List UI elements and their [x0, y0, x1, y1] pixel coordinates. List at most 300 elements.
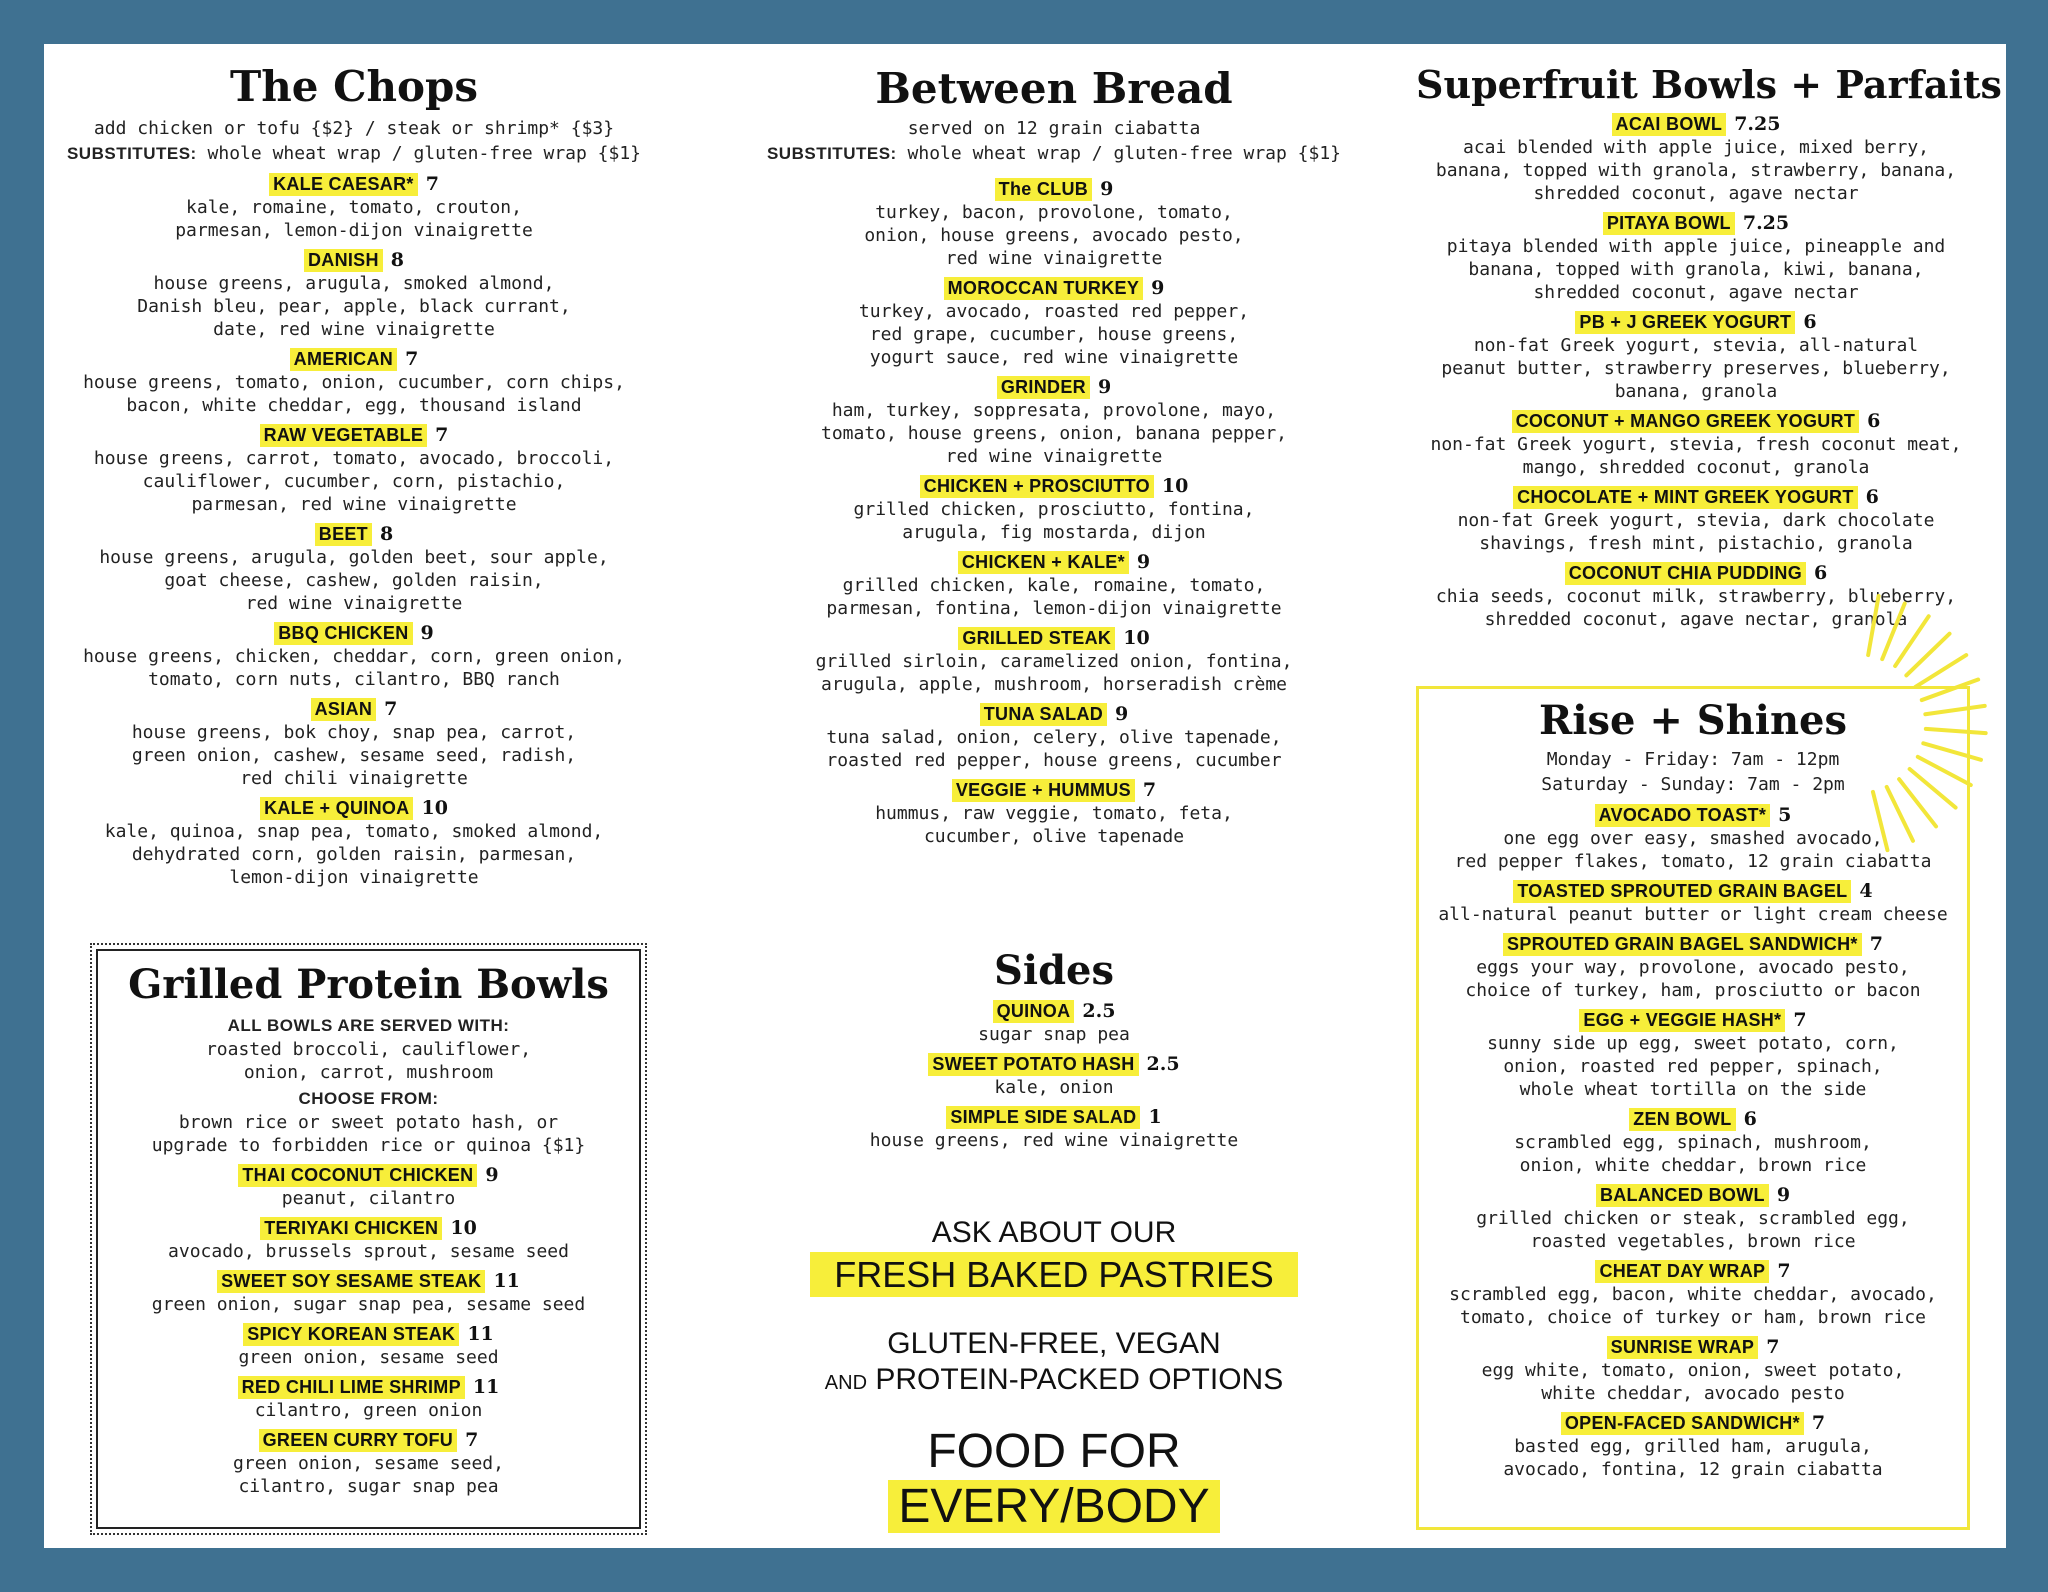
menu-item-description [98, 1293, 639, 1316]
grilled-choose-lines [98, 1111, 639, 1157]
rise-title: Rise + Shines [1539, 697, 1847, 744]
description-line: roasted vegetables, brown rice [1530, 1231, 1856, 1252]
menu-item-description [1419, 1359, 1967, 1405]
promo-options [804, 1326, 1304, 1401]
promo-ask-text: ASK ABOUT OUR [931, 1216, 1177, 1249]
menu-item-description [1416, 334, 1976, 403]
bread-title: Between Bread [875, 64, 1233, 113]
menu-item-price: 9 [1115, 703, 1129, 726]
chops-substitutes [64, 141, 644, 166]
bread-section [744, 66, 1364, 848]
menu-item-price: 10 [421, 797, 448, 820]
grilled-title: Grilled Protein Bowls [128, 961, 609, 1008]
menu-item-header [98, 1270, 639, 1293]
menu-item-price: 7 [405, 348, 419, 371]
menu-item-header [64, 622, 644, 645]
description-line: parmesan, lemon-dijon vinaigrette [175, 220, 533, 242]
description-line: parmesan, fontina, lemon-dijon vinaigrette [826, 598, 1282, 620]
promo-pastries: FRESH BAKED PASTRIES [810, 1252, 1297, 1297]
menu-item [1419, 1260, 1967, 1329]
menu-item-description [1419, 1207, 1967, 1253]
description-line: peanut butter, strawberry preserves, blueberry, [1441, 357, 1951, 379]
grilled-choose-label: CHOOSE FROM: [298, 1089, 439, 1108]
description-line: acai blended with apple juice, mixed berry, [1463, 136, 1929, 158]
description-line: date, red wine vinaigrette [213, 319, 495, 341]
menu-item-header [1419, 1412, 1967, 1435]
menu-item-header [64, 523, 644, 546]
menu-item-price: 8 [390, 249, 405, 272]
menu-item [64, 797, 644, 889]
chops-substitutes-text: whole wheat wrap / gluten-free wrap {$1} [207, 143, 642, 165]
description-line: green onion, cashew, sesame seed, radish, [131, 745, 577, 767]
menu-item-description [1416, 509, 1976, 555]
menu-item-name: PITAYA BOWL [1603, 212, 1735, 235]
menu-item [1416, 410, 1976, 479]
description-line: grilled sirloin, caramelized onion, fontina, [815, 651, 1293, 673]
menu-item-price: 7 [465, 1429, 479, 1451]
menu-item-price: 9 [485, 1164, 499, 1186]
chops-section [64, 64, 644, 889]
menu-item-price: 7 [1869, 933, 1883, 955]
menu-item [744, 779, 1364, 848]
menu-item-description [1419, 1283, 1967, 1329]
description-line: avocado, brussels sprout, sesame seed [168, 1241, 569, 1262]
menu-item [1416, 311, 1976, 403]
rise-hours-weekday: Monday - Friday: 7am - 12pm [1546, 749, 1840, 770]
description-line: tuna salad, onion, celery, olive tapenade, [826, 727, 1282, 749]
description-line: Danish bleu, pear, apple, black currant, [137, 296, 571, 318]
menu-item-header [744, 779, 1364, 802]
menu-item [64, 622, 644, 691]
menu-item-name: PB + J GREEK YOGURT [1575, 311, 1795, 334]
menu-item-header [64, 797, 644, 820]
menu-item-description [64, 272, 644, 341]
menu-item-description [1419, 1435, 1967, 1481]
menu-item-header [64, 173, 644, 196]
menu-item [98, 1270, 639, 1316]
menu-item-header [1416, 113, 1976, 136]
menu-item [64, 698, 644, 790]
menu-item [744, 1106, 1364, 1152]
description-line: grilled chicken, kale, romaine, tomato, [842, 575, 1266, 597]
menu-item-description [64, 371, 644, 417]
menu-item-description [98, 1452, 639, 1498]
bread-substitutes-text: whole wheat wrap / gluten-free wrap {$1} [907, 143, 1342, 165]
description-line: arugula, fig mostarda, dijon [902, 522, 1206, 544]
description-line: onion, carrot, mushroom [243, 1062, 494, 1083]
description-line: shavings, fresh mint, pistachio, granola [1479, 532, 1913, 554]
menu-item-price: 10 [1161, 475, 1189, 498]
menu-item-header [744, 551, 1364, 574]
menu-item-name: SPICY KOREAN STEAK [243, 1323, 459, 1346]
menu-item [1416, 486, 1976, 555]
description-line: tomato, house greens, onion, banana pepper, [821, 423, 1287, 445]
description-line: onion, house greens, avocado pesto, [864, 225, 1244, 247]
menu-item-name: ZEN BOWL [1629, 1108, 1735, 1131]
menu-item-description [744, 498, 1364, 544]
menu-item-name: EGG + VEGGIE HASH* [1579, 1009, 1785, 1032]
menu-item-header [98, 1376, 639, 1399]
menu-item-price: 11 [467, 1323, 494, 1345]
menu-item [1419, 933, 1967, 1002]
menu-item [1419, 1336, 1967, 1405]
menu-item [744, 1053, 1364, 1099]
menu-item [1416, 212, 1976, 304]
description-line: shredded coconut, agave nectar, granola [1484, 608, 1908, 630]
promo-ask [804, 1216, 1304, 1298]
description-line: sunny side up egg, sweet potato, corn, [1487, 1033, 1899, 1054]
menu-item-description [744, 1076, 1364, 1099]
menu-item-name: TUNA SALAD [980, 703, 1107, 726]
description-line: choice of turkey, ham, prosciutto or bacon [1465, 980, 1921, 1001]
menu-item-description [1419, 1131, 1967, 1177]
menu-item [64, 523, 644, 615]
menu-item-price: 9 [1100, 178, 1114, 201]
menu-item-header [64, 249, 644, 272]
description-line: tomato, corn nuts, cilantro, BBQ ranch [148, 669, 560, 691]
menu-item-description [98, 1399, 639, 1422]
description-line: banana, topped with granola, kiwi, banana, [1468, 258, 1924, 280]
menu-item-name: THAI COCONUT CHICKEN [238, 1164, 477, 1187]
menu-item-header [98, 1164, 639, 1187]
description-line: scrambled egg, spinach, mushroom, [1514, 1132, 1872, 1153]
menu-item-header [744, 703, 1364, 726]
description-line: mango, shredded coconut, granola [1522, 456, 1870, 478]
menu-item-header [98, 1429, 639, 1452]
grilled-served-label: ALL BOWLS ARE SERVED WITH: [227, 1016, 510, 1035]
menu-item [1419, 1009, 1967, 1101]
menu-item [744, 376, 1364, 468]
menu-item-name: GRINDER [997, 376, 1090, 399]
description-line: goat cheese, cashew, golden raisin, [164, 570, 544, 592]
menu-item [744, 277, 1364, 369]
menu-item-description [1416, 433, 1976, 479]
description-line: white cheddar, avocado pesto [1541, 1383, 1845, 1404]
menu-item-header [744, 1106, 1364, 1129]
menu-item-header [64, 348, 644, 371]
menu-item-header [64, 424, 644, 447]
superfruit-section [1416, 62, 2002, 631]
description-line: tomato, choice of turkey or ham, brown rice [1460, 1307, 1926, 1328]
description-line: peanut, cilantro [281, 1188, 456, 1209]
menu-item-name: BBQ CHICKEN [274, 622, 412, 645]
description-line: shredded coconut, agave nectar [1533, 182, 1859, 204]
description-line: lemon-dijon vinaigrette [229, 867, 479, 889]
menu-item-header [1419, 1009, 1967, 1032]
menu-item-price: 11 [493, 1270, 520, 1292]
menu-item-header [1416, 562, 1976, 585]
description-line: red wine vinaigrette [945, 248, 1163, 270]
description-line: red chili vinaigrette [240, 768, 468, 790]
description-line: red grape, cucumber, house greens, [869, 324, 1239, 346]
promo-line2: PROTEIN-PACKED OPTIONS [875, 1363, 1284, 1396]
menu-item-name: GRILLED STEAK [958, 627, 1115, 650]
menu-item-price: 6 [1743, 1108, 1757, 1130]
menu-item-header [1416, 410, 1976, 433]
menu-item [744, 1000, 1364, 1046]
description-line: red wine vinaigrette [945, 446, 1163, 468]
menu-item-price: 7.25 [1742, 211, 1790, 234]
menu-item-header [1419, 933, 1967, 956]
grilled-bowls-box [96, 949, 641, 1529]
menu-item-price: 9 [1776, 1184, 1791, 1206]
menu-item-price: 6 [1814, 561, 1828, 584]
description-line: egg white, tomato, onion, sweet potato, [1481, 1360, 1905, 1381]
menu-item-name: KALE CAESAR* [269, 173, 418, 196]
menu-item-name: ASIAN [311, 698, 377, 721]
description-line: banana, granola [1614, 380, 1778, 402]
menu-item-name: COCONUT CHIA PUDDING [1565, 562, 1806, 585]
menu-item-description [64, 447, 644, 516]
menu-item-price: 7 [384, 698, 398, 721]
menu-item-header [744, 277, 1364, 300]
menu-item-name: TOASTED SPROUTED GRAIN BAGEL [1513, 880, 1851, 903]
menu-item-name: SUNRISE WRAP [1607, 1336, 1759, 1359]
menu-item [744, 703, 1364, 772]
menu-item-description [744, 802, 1364, 848]
description-line: roasted broccoli, cauliflower, [205, 1039, 532, 1060]
menu-item-name: BEET [315, 523, 372, 546]
menu-item-price: 7 [1142, 779, 1157, 802]
menu-item-description [1416, 136, 1976, 205]
menu-item-name: RED CHILI LIME SHRIMP [238, 1376, 465, 1399]
menu-item-name: COCONUT + MANGO GREEK YOGURT [1512, 410, 1860, 433]
menu-item [98, 1164, 639, 1210]
menu-paper [44, 44, 2006, 1548]
sides-items [744, 1000, 1364, 1152]
menu-item-name: SWEET POTATO HASH [928, 1053, 1138, 1076]
menu-item [1419, 804, 1967, 873]
description-line: house greens, chicken, cheddar, corn, green onion, [83, 646, 625, 668]
menu-item-name: SIMPLE SIDE SALAD [946, 1106, 1140, 1129]
menu-item-name: SWEET SOY SESAME STEAK [217, 1270, 485, 1293]
menu-item [98, 1217, 639, 1263]
menu-item-price: 2.5 [1146, 1053, 1180, 1075]
menu-item [64, 249, 644, 341]
menu-item-description [744, 650, 1364, 696]
bread-served-note: served on 12 grain ciabatta [907, 118, 1201, 140]
bread-substitutes [744, 141, 1364, 166]
menu-item-price: 7 [1766, 1336, 1780, 1358]
description-line: all-natural peanut butter or light cream cheese [1438, 904, 1948, 925]
menu-item [1419, 1184, 1967, 1253]
menu-item-description [64, 196, 644, 242]
menu-item-name: CHICKEN + KALE* [958, 551, 1129, 574]
menu-item-description [98, 1240, 639, 1263]
menu-item-description [744, 300, 1364, 369]
menu-item-name: GREEN CURRY TOFU [259, 1429, 458, 1452]
description-line: ham, turkey, soppresata, provolone, mayo, [831, 400, 1277, 422]
menu-item-price: 6 [1865, 485, 1879, 508]
description-line: roasted red pepper, house greens, cucumber [826, 750, 1282, 772]
description-line: bacon, white cheddar, egg, thousand island [126, 395, 582, 417]
menu-item-description [1419, 956, 1967, 1002]
menu-item-description [1419, 827, 1967, 873]
menu-item-name: AVOCADO TOAST* [1595, 804, 1771, 827]
rise-shines-box [1416, 686, 1970, 1530]
description-line: basted egg, grilled ham, arugula, [1514, 1436, 1872, 1457]
description-line: onion, white cheddar, brown rice [1519, 1155, 1867, 1176]
menu-item [98, 1376, 639, 1422]
chops-substitutes-label: SUBSTITUTES: [66, 144, 197, 164]
description-line: red pepper flakes, tomato, 12 grain ciabatta [1454, 851, 1932, 872]
promo-food-for-everybody [784, 1424, 1324, 1534]
sun-ray [1868, 596, 1878, 655]
description-line: non-fat Greek yogurt, stevia, fresh coconut meat, [1430, 433, 1962, 455]
menu-item [744, 178, 1364, 270]
description-line: kale, romaine, tomato, crouton, [186, 197, 522, 219]
description-line: green onion, sesame seed [238, 1347, 499, 1368]
description-line: parmesan, red wine vinaigrette [191, 494, 517, 516]
menu-item-description [98, 1346, 639, 1369]
sides-section [744, 949, 1364, 1152]
description-line: house greens, tomato, onion, cucumber, corn chips, [83, 372, 625, 394]
description-line: arugula, apple, mushroom, horseradish crème [821, 674, 1287, 696]
menu-item-price: 7 [1777, 1260, 1791, 1282]
menu-item-header [1416, 311, 1976, 334]
menu-item-header [98, 1217, 639, 1240]
description-line: green onion, sugar snap pea, sesame seed [151, 1294, 586, 1315]
menu-item-price: 7 [1793, 1009, 1807, 1031]
menu-item-header [744, 627, 1364, 650]
menu-item-header [1419, 804, 1967, 827]
superfruit-items [1416, 113, 1976, 631]
description-line: one egg over easy, smashed avocado, [1503, 828, 1883, 849]
menu-item [1419, 1108, 1967, 1177]
menu-item-description [744, 201, 1364, 270]
menu-item-header [744, 178, 1364, 201]
menu-item-price: 1 [1148, 1106, 1162, 1128]
description-line: house greens, arugula, golden beet, sour apple, [99, 547, 609, 569]
menu-item-description [744, 574, 1364, 620]
menu-item-price: 9 [1136, 551, 1151, 574]
superfruit-title: Superfruit Bowls + Parfaits [1416, 62, 2002, 107]
description-line: shredded coconut, agave nectar [1533, 281, 1859, 303]
menu-item-description [744, 1129, 1364, 1152]
description-line: non-fat Greek yogurt, stevia, dark chocolate [1457, 509, 1935, 531]
promo-line2-and: AND [824, 1372, 868, 1394]
description-line: turkey, bacon, provolone, tomato, [875, 202, 1233, 224]
description-line: chia seeds, coconut milk, strawberry, blueberry, [1435, 585, 1957, 607]
menu-item [1419, 880, 1967, 926]
description-line: red wine vinaigrette [245, 593, 463, 615]
grilled-served-lines [98, 1038, 639, 1084]
description-line: house greens, arugula, smoked almond, [153, 273, 555, 295]
menu-item-price: 8 [379, 523, 394, 546]
sides-title: Sides [993, 947, 1115, 994]
description-line: green onion, sesame seed, [233, 1453, 504, 1474]
bread-substitutes-label: SUBSTITUTES: [766, 144, 897, 164]
menu-item-description [744, 399, 1364, 468]
description-line: avocado, fontina, 12 grain ciabatta [1503, 1459, 1883, 1480]
description-line: house greens, bok choy, snap pea, carrot, [131, 722, 577, 744]
menu-item-name: CHICKEN + PROSCIUTTO [920, 475, 1154, 498]
menu-item-header [1416, 486, 1976, 509]
description-line: onion, roasted red pepper, spinach, [1503, 1056, 1883, 1077]
menu-item-header [744, 1000, 1364, 1023]
menu-item-price: 9 [1151, 277, 1165, 300]
rise-hours-weekend: Saturday - Sunday: 7am - 2pm [1541, 774, 1845, 795]
grilled-items [98, 1164, 639, 1498]
menu-item-description [64, 721, 644, 790]
description-line: house greens, carrot, tomato, avocado, broccoli, [93, 448, 615, 470]
description-line: cilantro, green onion [254, 1400, 483, 1421]
menu-item-name: KALE + QUINOA [260, 797, 413, 820]
description-line: cauliflower, cucumber, corn, pistachio, [142, 471, 566, 493]
menu-item [98, 1429, 639, 1498]
menu-item [744, 551, 1364, 620]
menu-item-description [1419, 1032, 1967, 1101]
menu-item-price: 9 [1097, 376, 1112, 399]
description-line: non-fat Greek yogurt, stevia, all-natural [1473, 334, 1919, 356]
menu-item [64, 348, 644, 417]
promo-line1: GLUTEN-FREE, VEGAN [887, 1327, 1221, 1360]
description-line: banana, topped with granola, strawberry, banana, [1435, 159, 1957, 181]
chops-add-note: add chicken or tofu {$2} / steak or shrimp* {$3} [93, 118, 615, 140]
description-line: turkey, avocado, roasted red pepper, [858, 301, 1250, 323]
menu-item-name: SPROUTED GRAIN BAGEL SANDWICH* [1503, 933, 1862, 956]
menu-item-price: 9 [420, 622, 434, 645]
description-line: pitaya blended with apple juice, pineapple and [1446, 235, 1946, 257]
menu-item-description [744, 726, 1364, 772]
menu-item-name: BALANCED BOWL [1596, 1184, 1769, 1207]
menu-item-price: 7 [435, 424, 449, 447]
menu-item-price: 11 [472, 1376, 500, 1398]
menu-item [1419, 1412, 1967, 1481]
menu-item-price: 10 [450, 1217, 477, 1239]
menu-item-price: 7 [425, 173, 439, 196]
menu-item-price: 4 [1859, 880, 1873, 902]
menu-item-price: 6 [1803, 310, 1817, 333]
menu-item-price: 2.5 [1082, 1000, 1116, 1022]
menu-item-name: ACAI BOWL [1612, 113, 1727, 136]
menu-item-description [1416, 235, 1976, 304]
menu-item-header [1419, 1260, 1967, 1283]
menu-item-header [98, 1323, 639, 1346]
menu-item-name: MOROCCAN TURKEY [944, 277, 1144, 300]
promo-food-for: FOOD FOR [927, 1425, 1181, 1478]
menu-item-header [1416, 212, 1976, 235]
menu-item-name: The CLUB [995, 178, 1092, 201]
menu-item-description [64, 645, 644, 691]
menu-item-name: CHOCOLATE + MINT GREEK YOGURT [1513, 486, 1858, 509]
menu-item-name: RAW VEGETABLE [260, 424, 428, 447]
sun-ray [1882, 603, 1904, 659]
description-line: grilled chicken or steak, scrambled egg, [1476, 1208, 1910, 1229]
description-line: sugar snap pea [978, 1024, 1130, 1045]
menu-item-price: 7 [1811, 1412, 1826, 1434]
menu-item [744, 627, 1364, 696]
description-line: cilantro, sugar snap pea [238, 1476, 499, 1497]
description-line: eggs your way, provolone, avocado pesto, [1476, 957, 1910, 978]
menu-item [64, 424, 644, 516]
description-line: kale, onion [994, 1077, 1114, 1098]
menu-item-name: OPEN-FACED SANDWICH* [1561, 1412, 1804, 1435]
description-line: dehydrated corn, golden raisin, parmesan, [131, 844, 577, 866]
description-line: grilled chicken, prosciutto, fontina, [853, 499, 1255, 521]
bread-items [744, 178, 1364, 848]
description-line: yogurt sauce, red wine vinaigrette [869, 347, 1239, 369]
description-line: kale, quinoa, snap pea, tomato, smoked almond, [104, 821, 604, 843]
menu-item-name: QUINOA [993, 1000, 1075, 1023]
menu-item-header [1419, 1336, 1967, 1359]
menu-item-header [744, 475, 1364, 498]
description-line: upgrade to forbidden rice or quinoa {$1} [151, 1135, 586, 1156]
menu-item-name: TERIYAKI CHICKEN [260, 1217, 442, 1240]
rise-items [1419, 804, 1967, 1481]
menu-item [744, 475, 1364, 544]
description-line: scrambled egg, bacon, white cheddar, avocado, [1449, 1284, 1937, 1305]
